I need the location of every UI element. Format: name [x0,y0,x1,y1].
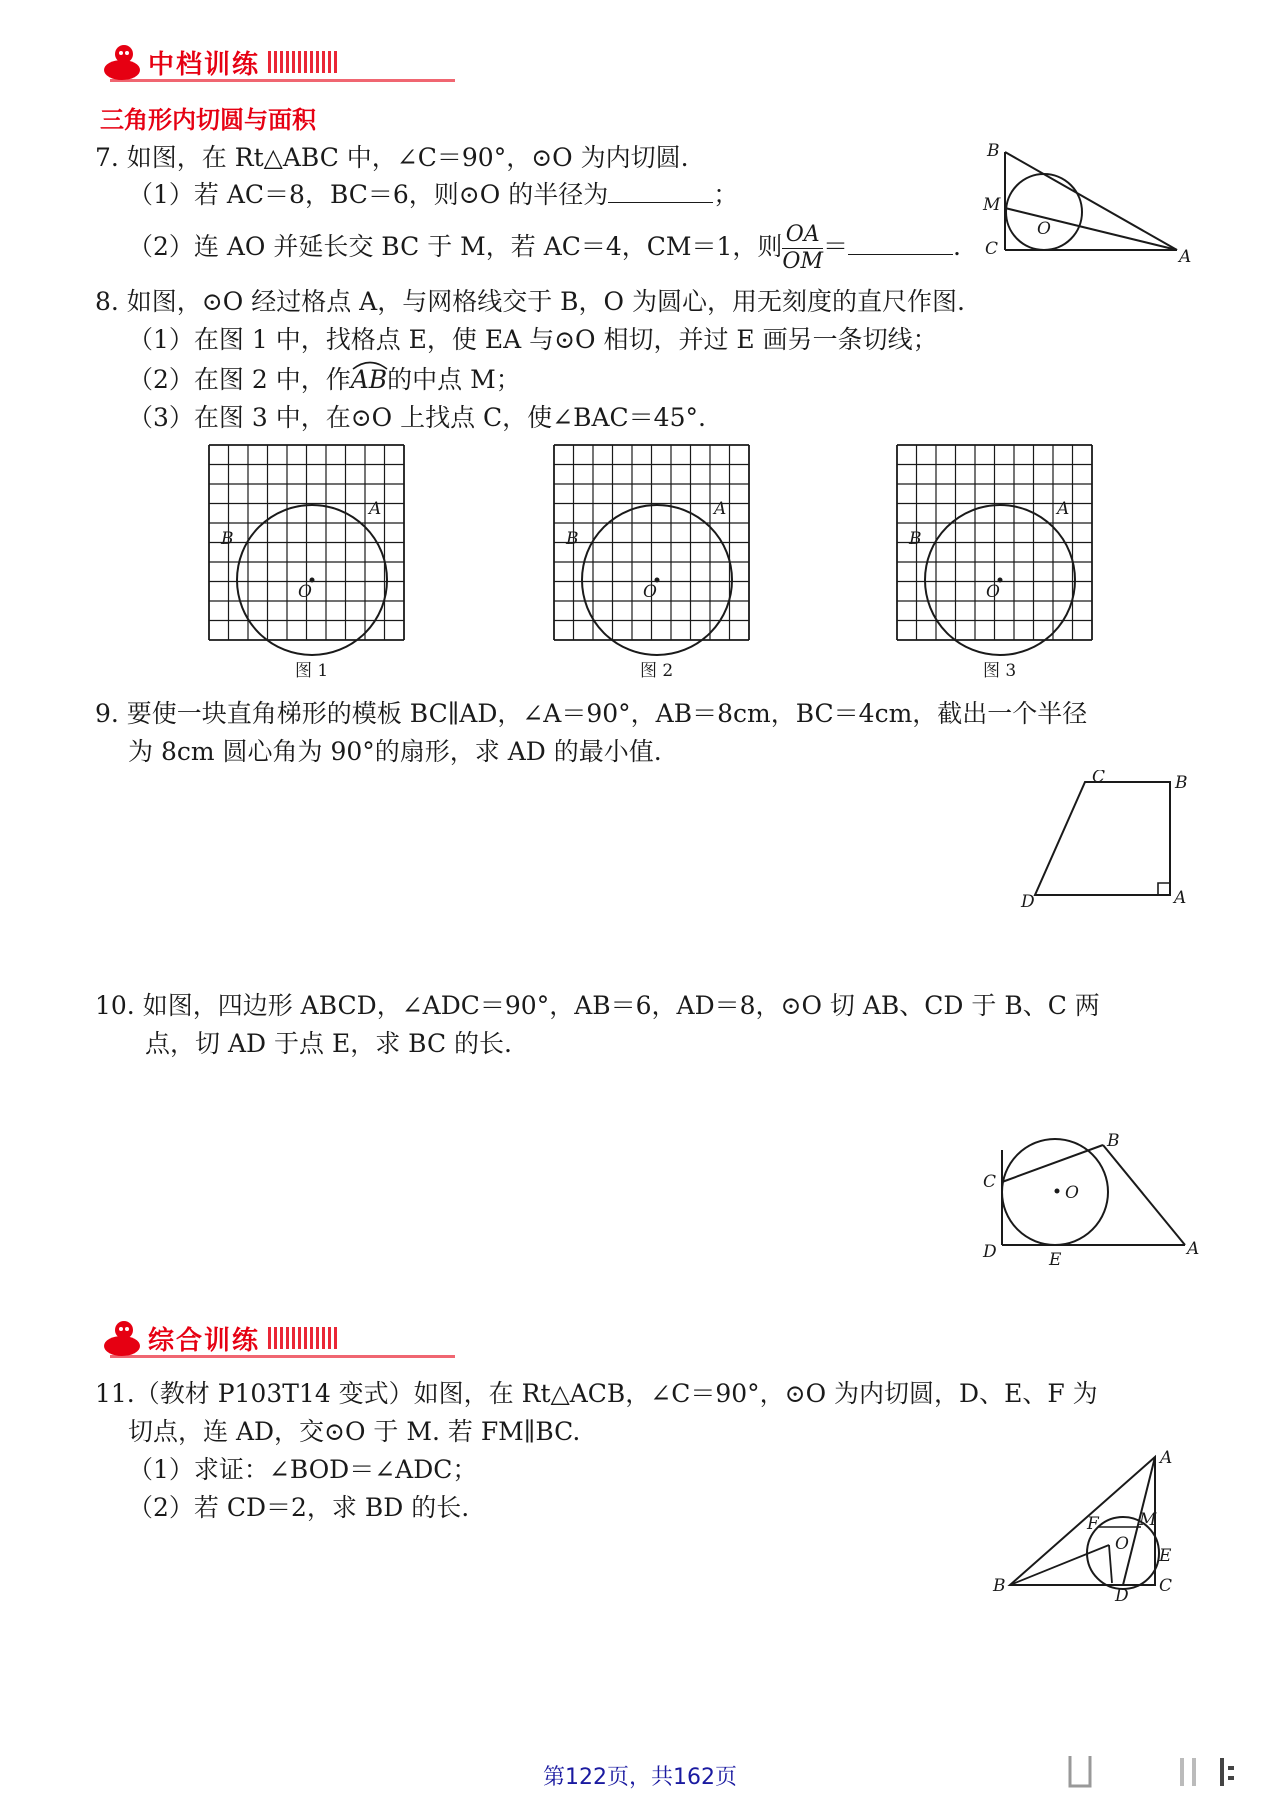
q9-label-a: A [1174,888,1187,908]
q10-figure [975,1120,1200,1270]
grid-label-b: B [221,529,234,549]
q7-part2-end: . [953,232,961,261]
q7-answer-blank-1[interactable] [608,176,713,203]
q7-part2 [128,222,961,275]
q9-trapezoid [1035,782,1170,895]
q7-fraction [782,222,823,275]
viewer-toolbar-marks [1060,1752,1260,1800]
q10-label-e: E [1049,1250,1062,1270]
q10-label-b: B [1107,1131,1120,1151]
q7-line-am [1005,208,1177,250]
grid-label-b: B [909,529,922,549]
q10-label-a: A [1187,1239,1200,1259]
grid-lines [554,445,749,640]
q11-line-bo [1010,1545,1109,1585]
q7-fraction-num: OA [782,222,823,249]
subsection-title: 三角形内切圆与面积 [100,106,316,134]
q7-label-o: O [1037,219,1051,239]
grid-label-a: A [369,499,382,519]
q8-part3: （3）在图 3 中，在⊙O 上找点 C，使∠BAC＝45°. [128,403,706,432]
q11-label-e: E [1159,1546,1172,1566]
arc-symbol-icon [351,360,389,370]
q9-line1: 9. 要使一块直角梯形的模板 BC∥AD，∠A＝90°，AB＝8cm，BC＝4cm，截出一个半径 [95,699,1088,728]
grid-label-a: A [1057,499,1070,519]
q11-line-od [1109,1545,1112,1583]
q11-part1: （1）求证：∠BOD＝∠ADC； [128,1455,478,1484]
q10-side-ab [1103,1145,1185,1245]
q7-label-c: C [985,239,999,259]
q9-label-b: B [1175,773,1188,793]
q11-label-c: C [1159,1576,1173,1596]
figure-caption-2: 图 2 [640,661,674,680]
q11-triangle [1010,1457,1155,1585]
q8-arc-ab [351,362,387,398]
decorative-stripes [268,1327,338,1349]
q7-answer-blank-2[interactable] [848,228,953,255]
q11-label-o: O [1115,1534,1129,1554]
q8-arc-text: AB [350,365,388,394]
q7-part1-text: （1）若 AC＝8，BC＝6，则⊙O 的半径为 [128,180,609,209]
mascot-icon [100,1318,144,1358]
decorative-stripes [268,51,338,73]
q10-line2: 点，切 AD 于点 E，求 BC 的长. [145,1029,512,1058]
grid-label-o: O [643,582,657,602]
grid-label-b: B [566,529,579,549]
q7-figure [975,140,1195,270]
grid-label-o: O [986,582,1000,602]
q11-label-d: D [1115,1586,1129,1605]
q11-line2: 切点，连 AD，交⊙O 于 M. 若 FM∥BC. [128,1417,581,1446]
q11-label-b: B [993,1576,1006,1596]
viewer-bracket-icon [1060,1752,1260,1792]
q9-figure [1010,770,1200,915]
q11-label-a: A [1160,1448,1173,1468]
grid-label-a: A [714,499,727,519]
q8-figure-2 [550,440,765,680]
q10-label-d: D [983,1242,997,1262]
grid-label-o: O [298,582,312,602]
q9-label-c: C [1092,770,1106,787]
q11-label-m: M [1139,1510,1157,1530]
section-label: 综合训练 [148,1325,261,1356]
q7-label-m: M [983,195,1001,215]
q10-line1: 10. 如图，四边形 ABCD，∠ADC＝90°，AB＝6，AD＝8，⊙O 切 AB、CD 于 B、C 两 [95,991,1100,1020]
q7-part1 [128,176,738,213]
q10-label-c: C [983,1172,997,1192]
q7-label-b: B [987,141,1000,161]
q11-figure [985,1445,1200,1605]
q11-label-f: F [1087,1514,1099,1534]
q8-part2-text-b: 的中点 M； [387,365,521,394]
q8-part1: （1）在图 1 中，找格点 E，使 EA 与⊙O 相切，并过 E 画另一条切线； [128,325,938,354]
figure-caption-1: 图 1 [295,661,329,680]
q7-label-a: A [1179,247,1192,267]
q10-center-dot [1055,1189,1060,1194]
grid-lines [897,445,1092,640]
q7-fraction-den: OM [782,249,823,274]
q8-figure-3 [893,440,1108,680]
q8-part2 [128,362,521,398]
q10-chord-bc [1002,1145,1103,1182]
q7-stem: 7. 如图，在 Rt△ABC 中，∠C＝90°，⊙O 为内切圆. [95,143,689,172]
q11-part2: （2）若 CD＝2，求 BD 的长. [128,1493,470,1522]
q11-line1: 11.（教材 P103T14 变式）如图，在 Rt△ACB，∠C＝90°，⊙O 为内切圆，D、E、F 为 [95,1379,1098,1408]
grid-lines [209,445,404,640]
q7-part2-text: （2）连 AO 并延长交 BC 于 M，若 AC＝4，CM＝1，则 [128,232,783,261]
section-banner-comprehensive [100,1318,460,1358]
banner-underline [110,1355,455,1358]
figure-caption-3: 图 3 [983,661,1017,680]
q9-right-angle-mark [1158,883,1170,895]
section-label: 中档训练 [148,49,261,80]
q9-label-d: D [1021,892,1035,912]
q7-part2-eq: ＝ [822,232,848,261]
section-banner-mid [100,42,460,82]
mascot-icon [100,42,144,82]
q8-part2-text-a: （2）在图 2 中，作 [128,365,351,394]
banner-underline [110,79,455,82]
q9-line2: 为 8cm 圆心角为 90°的扇形，求 AD 的最小值. [128,737,662,766]
q10-label-o: O [1065,1183,1079,1203]
q7-part1-end: ； [713,180,739,209]
q8-figure-1 [205,440,420,680]
q8-stem: 8. 如图，⊙O 经过格点 A，与网格线交于 B，O 为圆心，用无刻度的直尺作图. [95,287,965,316]
page-footer: 第122页，共162页 [543,1765,737,1790]
q7-side-ab [1005,152,1177,250]
